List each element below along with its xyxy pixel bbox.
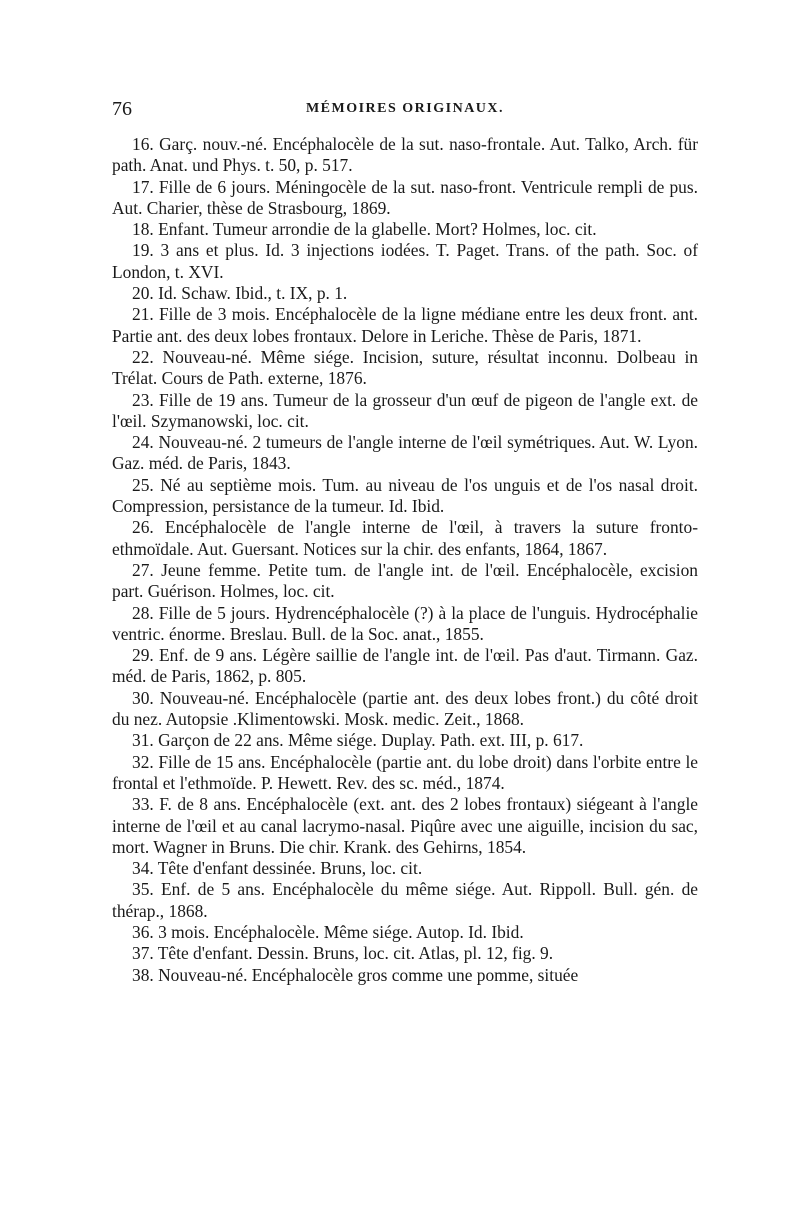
case-entry-20: 20. Id. Schaw. Ibid., t. IX, p. 1. [132,283,348,304]
case-entry-26: 26. Encéphalocèle de l'angle interne de l'œil, à travers la suture fronto-ethmoïdale. Aut. Guersant. Notices sur la chir. des enfants, 1864, 1867. [112,517,698,559]
case-entry-22: 22. Nouveau-né. Même siége. Incision, suture, résultat inconnu. Dolbeau in Trélat. Cours de Path. externe, 1876. [112,346,698,389]
case-entry-24: 24. Nouveau-né. 2 tumeurs de l'angle interne de l'œil symétriques. Aut. W. Lyon. Gaz. méd. de Paris, 1843. [112,432,698,474]
case-entry-35: 35. Enf. de 5 ans. Encéphalocèle du même siége. Aut. Rippoll. Bull. gén. de thérap., 1868. [112,879,698,921]
case-entry-19: 19. 3 ans et plus. Id. 3 injections iodées. T. Paget. Trans. of the path. Soc. of London, t. XVI. [112,240,698,282]
case-entry-28: 28. Fille de 5 jours. Hydrencéphalocèle (?) à la place de l'unguis. Hydrocéphalie ventric. énorme. Breslau. Bull. de la Soc. anat., 1855. [112,602,698,644]
case-entry-30: 30. Nouveau-né. Encéphalocèle (partie ant. des deux lobes front.) du côté droit du nez. Autopsie .Klimentowski. Mosk. medic. Zeit., 1868. [112,687,698,730]
case-entry-23: 23. Fille de 19 ans. Tumeur de la grosseur d'un œuf de pigeon de l'angle ext. de l'œil. Szymanowski, loc. cit. [112,389,698,431]
case-entry-18: 18. Enfant. Tumeur arrondie de la glabelle. Mort? Holmes, loc. cit. [132,219,597,240]
case-entry-27: 27. Jeune femme. Petite tum. de l'angle int. de l'œil. Encéphalocèle, excision part. Guérison. Holmes, loc. cit. [112,559,698,602]
case-entry-31: 31. Garçon de 22 ans. Même siége. Duplay. Path. ext. III, p. 617. [132,730,584,751]
case-entry-37: 37. Tête d'enfant. Dessin. Bruns, loc. cit. Atlas, pl. 12, fig. 9. [132,943,554,964]
case-entry-21: 21. Fille de 3 mois. Encéphalocèle de la ligne médiane entre les deux front. ant. Partie ant. des deux lobes frontaux. Delore in Leriche. Thèse de Paris, 1871. [112,304,698,346]
case-entry-17: 17. Fille de 6 jours. Méningocèle de la sut. naso-front. Ventricule rempli de pus. Aut. Charier, thèse de Strasbourg, 1869. [112,176,698,218]
case-entry-33: 33. F. de 8 ans. Encéphalocèle (ext. ant. des 2 lobes frontaux) siégeant à l'angle interne de l'œil et au canal lacrymo-nasal. Piqûre avec une aiguille, incision du sac, mort. Wagner in Bruns. Die chir. Krank. des Gehirns, 1854. [112,794,698,857]
body-text [112,134,698,986]
case-entry-36: 36. 3 mois. Encéphalocèle. Même siége. Autop. Id. Ibid. [132,921,524,942]
page-number: 76 [112,98,132,120]
case-entry-25: 25. Né au septième mois. Tum. au niveau de l'os unguis et de l'os nasal droit. Compression, persistance de la tumeur. Id. Ibid. [112,474,698,517]
running-title: MÉMOIRES ORIGINAUX. [305,101,505,116]
case-entry-32: 32. Fille de 15 ans. Encéphalocèle (partie ant. du lobe droit) dans l'orbite entre le frontal et l'ethmoïde. P. Hewett. Rev. des sc. méd., 1874. [112,751,698,793]
case-entry-34: 34. Tête d'enfant dessinée. Bruns, loc. cit. [132,858,423,879]
case-entry-16: 16. Garç. nouv.-né. Encéphalocèle de la sut. naso-frontale. Aut. Talko, Arch. für path. Anat. und Phys. t. 50, p. 517. [112,134,698,176]
case-entry-38: 38. Nouveau-né. Encéphalocèle gros comme une pomme, située [132,964,579,985]
case-entry-29: 29. Enf. de 9 ans. Légère saillie de l'angle int. de l'œil. Pas d'aut. Tirmann. Gaz. méd. de Paris, 1862, p. 805. [112,645,698,687]
page-header [112,98,698,124]
